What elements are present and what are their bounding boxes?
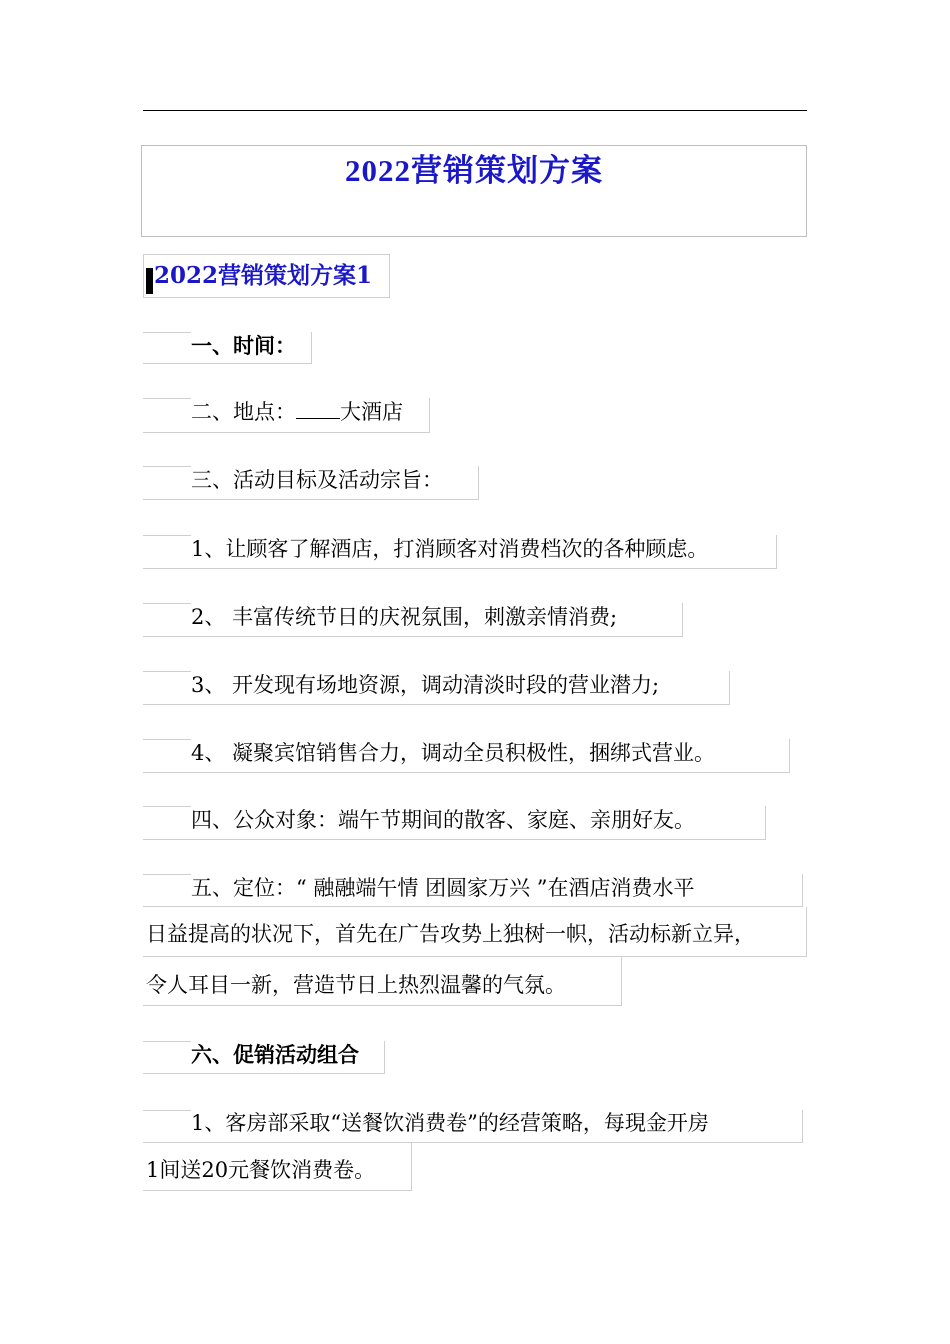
- subtitle-marker: [146, 268, 153, 294]
- subtitle-box: [143, 254, 390, 298]
- goal-heading-box: [143, 466, 479, 500]
- goal-1-box: [143, 535, 777, 569]
- place-line-box: [143, 398, 430, 433]
- promo-1-line-2: 1间送20元餐饮消费卷。: [146, 1158, 376, 1182]
- goal-3-box: [143, 671, 730, 705]
- place-prefix: 二、地点：: [191, 400, 296, 424]
- audience-box: [143, 806, 766, 840]
- goal-2: 2、 丰富传统节日的庆祝氛围，刺激亲情消费;: [191, 605, 618, 629]
- section-subtitle: 2022营销策划方案1: [154, 262, 373, 289]
- document-title: 2022营销策划方案: [345, 153, 603, 188]
- promo-1-box-1: [143, 1110, 803, 1143]
- place-blank: [296, 400, 340, 419]
- promo-heading-box: [143, 1041, 385, 1074]
- place-line: [191, 400, 403, 425]
- promo-1-box-2: [143, 1143, 412, 1191]
- place-suffix: 大酒店: [340, 400, 403, 424]
- promo-1-line-1: 1、客房部采取“送餐饮消费卷”的经营策略，每現金开房: [191, 1111, 709, 1135]
- time-line-box: [143, 332, 312, 364]
- audience: 四、公众对象：端午节期间的散客、家庭、亲朋好友。: [191, 808, 695, 832]
- positioning-box-3: [143, 957, 622, 1006]
- positioning-box-2: [143, 907, 807, 957]
- time-label: 一、时间：: [191, 333, 296, 358]
- goal-heading: 三、活动目标及活动宗旨：: [191, 468, 443, 492]
- title-box: [141, 145, 807, 237]
- positioning-line-1: 五、定位：“ 融融端午情 团圆家万兴 ”在酒店消费水平: [191, 876, 695, 900]
- positioning-line-2: 日益提高的状况下，首先在广告攻势上独树一帜，活动标新立异，: [146, 922, 755, 946]
- goal-4: 4、 凝聚宾馆销售合力，调动全员积极性，捆绑式营业。: [191, 741, 716, 765]
- positioning-box-1: [143, 874, 803, 907]
- goal-1: 1、让顾客了解酒店，打消顾客对消费档次的各种顾虑。: [191, 537, 709, 561]
- goal-4-box: [143, 739, 790, 773]
- positioning-line-3: 令人耳目一新，营造节日上热烈温馨的气氛。: [146, 973, 566, 997]
- goal-3: 3、 开发现有场地资源，调动清淡时段的营业潜力;: [191, 673, 660, 697]
- promo-heading: 六、促销活动组合: [191, 1042, 359, 1067]
- goal-2-box: [143, 603, 683, 637]
- top-rule: [143, 110, 807, 111]
